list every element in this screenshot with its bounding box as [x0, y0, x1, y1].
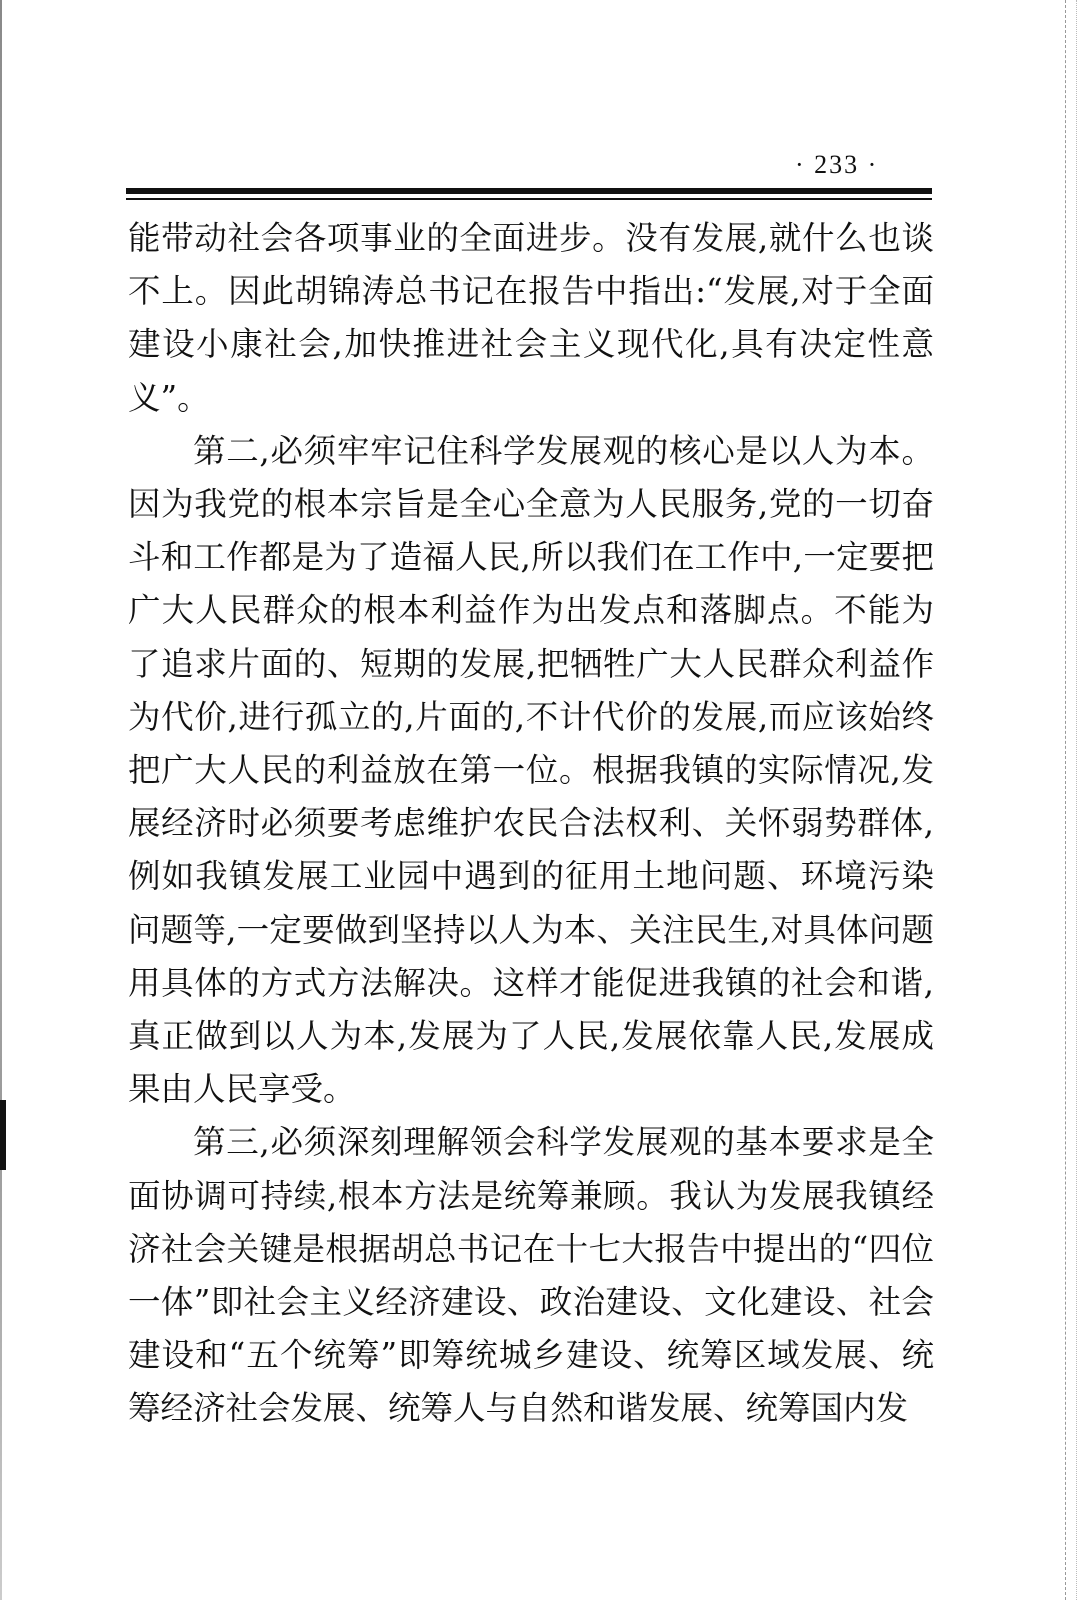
- paragraph-continuation: 能带动社会各项事业的全面进步。没有发展,就什么也谈不上。因此胡锦涛总书记在报告中指出:“发展,对于全面建设小康社会,加快推进社会主义现代化,具有决定性意义”。: [128, 219, 934, 417]
- header-rule-thin: [126, 198, 932, 200]
- scan-right-edge-secondary: [1076, 0, 1078, 1600]
- scan-left-edge: [0, 0, 2, 1600]
- paragraph-second-point: 第二,必须牢牢记住科学发展观的核心是以人为本。因为我党的根本宗旨是全心全意为人民服务,党的一切奋斗和工作都是为了造福人民,所以我们在工作中,一定要把广大人民群众的根本利益作为出发点和落脚点。不能为了追求片面的、短期的发展,把牺牲广大人民群众利益作为代价,进行孤立的,片面的,不计代价的发展,而应该始终把广大人民的利益放在第一位。根据我镇的实际情况,发展经济时必须要考虑维护农民合法权利、关怀弱势群体,例如我镇发展工业园中遇到的征用土地问题、环境污染问题等,一定要做到坚持以人为本、关注民生,对具体问题用具体的方式方法解决。这样才能促进我镇的社会和谐,真正做到以人为本,发展为了人民,发展依靠人民,发展成果由人民享受。: [128, 431, 934, 1109]
- paragraph-third-point: 第三,必须深刻理解领会科学发展观的基本要求是全面协调可持续,根本方法是统筹兼顾。我认为发展我镇经济社会关键是根据胡总书记在十七大报告中提出的“四位一体”即社会主义经济建设、政治建设、文化建设、社会建设和“五个统筹”即筹统城乡建设、统筹区域发展、统筹经济社会发展、统筹人与自然和谐发展、统筹国内发: [128, 1123, 934, 1428]
- scan-right-edge: [1065, 0, 1067, 1600]
- scan-edge-mark: [0, 1100, 6, 1170]
- page-number: · 233 ·: [795, 150, 879, 179]
- body-text: [128, 212, 934, 1436]
- header-rule-thick: [126, 188, 932, 194]
